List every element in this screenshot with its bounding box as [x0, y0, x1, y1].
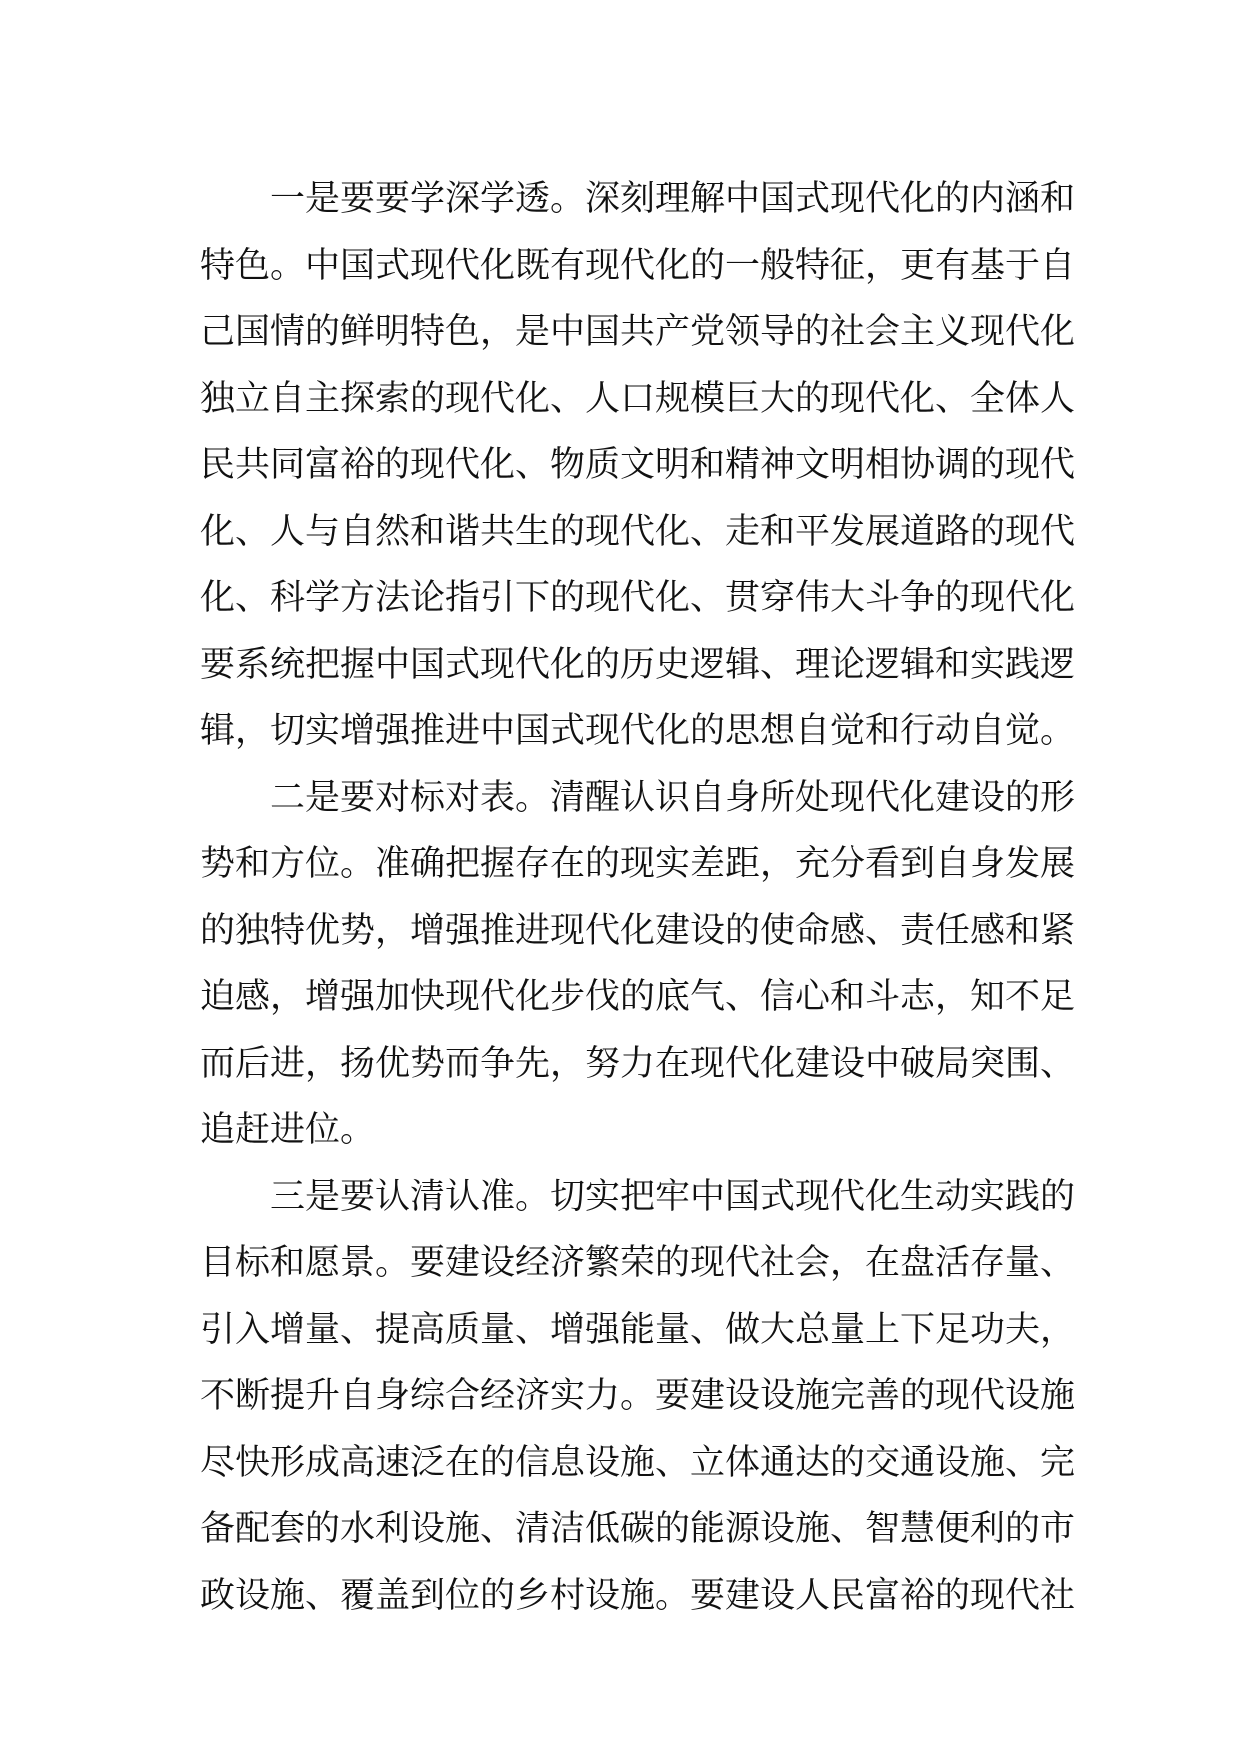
- text-line: 目标和愿景。要建设经济繁荣的现代社会，在盘活存量、: [200, 1243, 1076, 1283]
- text-line: 不断提升自身综合经济实力。要建设设施完善的现代设施: [200, 1376, 1076, 1416]
- text-line: 独立自主探索的现代化、人口规模巨大的现代化、全体人: [200, 378, 1076, 419]
- text-line: 一是要要学深学透。深刻理解中国式现代化的内涵和: [270, 179, 1076, 219]
- text-line: 政设施、覆盖到位的乡村设施。要建设人民富裕的现代社: [200, 1575, 1076, 1616]
- text-line: 己国情的鲜明特色，是中国共产党领导的社会主义现代化: [200, 312, 1076, 352]
- text-line: 民共同富裕的现代化、物质文明和精神文明相协调的现代: [200, 445, 1076, 485]
- text-line: 而后进，扬优势而争先，努力在现代化建设中破局突围、: [200, 1043, 1076, 1084]
- text-line: 二是要对标对表。清醒认识自身所处现代化建设的形: [270, 777, 1076, 818]
- text-line: 尽快形成高速泛在的信息设施、立体通达的交通设施、完: [200, 1442, 1076, 1483]
- text-line: 引入增量、提高质量、增强能量、做大总量上下足功夫，: [200, 1309, 1076, 1350]
- text-line: 化、科学方法论指引下的现代化、贯穿伟大斗争的现代化: [200, 578, 1076, 618]
- paragraph-2: [200, 765, 1076, 1164]
- paragraph-3: [200, 1164, 1076, 1630]
- text-line: 辑，切实增强推进中国式现代化的思想自觉和行动自觉。: [200, 711, 1076, 751]
- text-line: 要系统把握中国式现代化的历史逻辑、理论逻辑和实践逻: [200, 644, 1076, 685]
- text-line: 的独特优势，增强推进现代化建设的使命感、责任感和紧: [200, 910, 1076, 951]
- text-line: 备配套的水利设施、清洁低碳的能源设施、智慧便利的市: [200, 1509, 1076, 1549]
- text-line: 三是要认清认准。切实把牢中国式现代化生动实践的: [270, 1176, 1076, 1217]
- text-line: 迫感，增强加快现代化步伐的底气、信心和斗志，知不足: [200, 977, 1076, 1017]
- paragraph-1: [200, 166, 1076, 765]
- text-line: 势和方位。准确把握存在的现实差距，充分看到自身发展: [200, 844, 1076, 884]
- text-line: 化、人与自然和谐共生的现代化、走和平发展道路的现代: [200, 511, 1076, 552]
- text-line: 追赶进位。: [200, 1110, 376, 1150]
- document-body: [200, 166, 1076, 1629]
- text-line: 特色。中国式现代化既有现代化的一般特征，更有基于自: [200, 245, 1076, 286]
